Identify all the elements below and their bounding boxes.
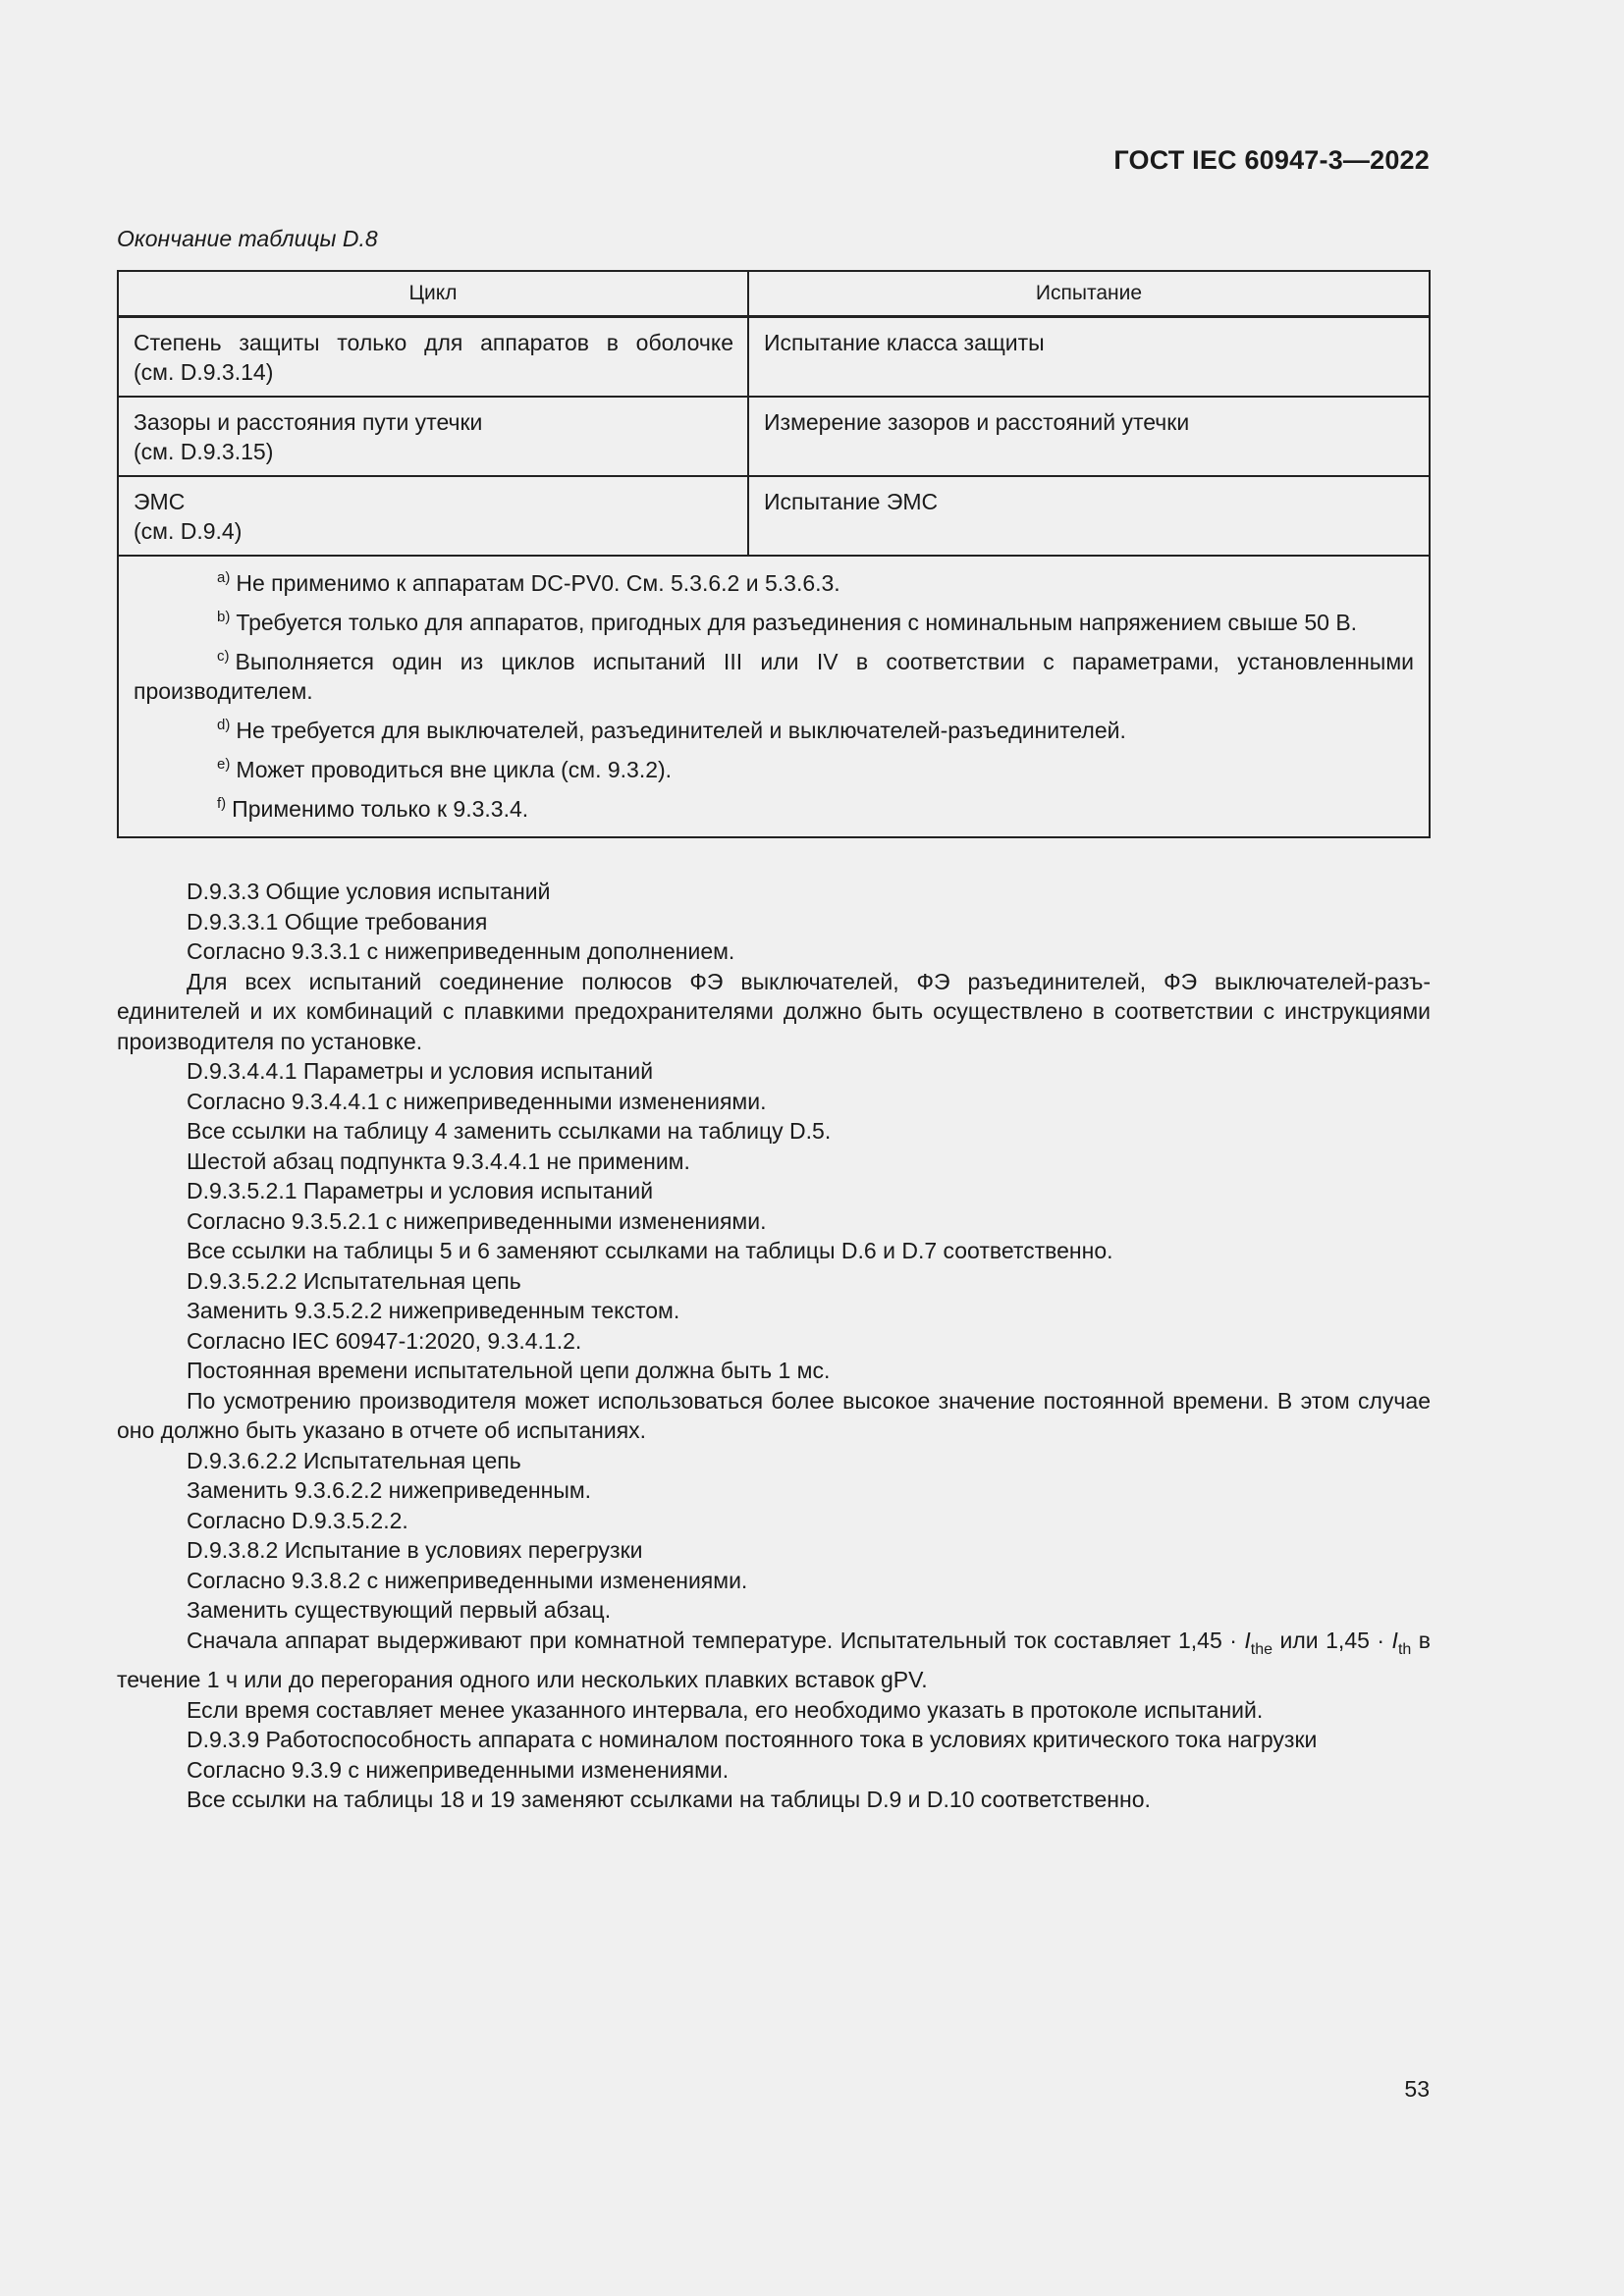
footnote [134, 711, 1414, 745]
footnote-text: Не требуется для выключателей, разъединителей и выключателей-разъединителей. [236, 718, 1126, 743]
paragraph: Все ссылки на таблицы 18 и 19 заменяют ссылками на таблицы D.9 и D.10 соответственно. [187, 1787, 1151, 1812]
footnote-mark: b) [217, 609, 231, 625]
paragraph: По усмотрению производителя может использоваться более высокое значение постоянной времени. В этом случае оно должно быть указано в отчете об испытаниях. [117, 1387, 1431, 1443]
text-run: в течение 1 ч или до перегорания одного или нескольких плавких вставок gPV. [117, 1627, 1431, 1692]
paragraph: Согласно IEC 60947-1:2020, 9.3.4.1.2. [187, 1327, 582, 1354]
paragraph: Согласно 9.3.9 с нижеприведенными изменениями. [187, 1756, 730, 1783]
symbol-current: I [1391, 1627, 1398, 1653]
table-row [118, 317, 1430, 398]
cycle-text: Степень защиты только для аппаратов в оболочке [134, 330, 733, 355]
table-row [118, 397, 1430, 476]
table-header-row [118, 271, 1430, 317]
body-text [117, 877, 1431, 1815]
paragraph: Заменить 9.3.5.2.2 нижеприведенным текстом. [187, 1298, 680, 1323]
column-header-cycle: Цикл [118, 271, 748, 317]
table-footnotes [118, 556, 1430, 837]
page-number: 53 [1404, 2076, 1430, 2102]
paragraph: Заменить существующий первый абзац. [187, 1597, 612, 1623]
test-cycle-table [117, 270, 1431, 838]
paragraph: Если время составляет менее указанного интервала, его необходимо указать в протоколе испытаний. [187, 1696, 1264, 1723]
symbol-current: I [1244, 1627, 1251, 1653]
paragraph: Согласно 9.3.5.2.1 с нижеприведенными изменениями. [187, 1207, 767, 1234]
footnote-text: Может проводиться вне цикла (см. 9.3.2). [236, 757, 673, 782]
test-cell: Испытание ЭМС [748, 476, 1430, 556]
table-row [118, 476, 1430, 556]
cycle-cell [118, 317, 748, 398]
document-code-header: ГОСТ IEC 60947-3—2022 [1113, 145, 1430, 175]
paragraph: Согласно D.9.3.5.2.2. [187, 1507, 408, 1533]
paragraph: Постоянная времени испытательной цепи должна быть 1 мс. [187, 1358, 831, 1383]
section-heading: D.9.3.9 Работоспособность аппарата с номиналом постоянного тока в условиях критического тока нагрузки [187, 1727, 1318, 1752]
footnote-text: Не применимо к аппаратам DC-PV0. См. 5.3.6.2 и 5.3.6.3. [236, 570, 840, 596]
cycle-cell [118, 476, 748, 556]
cycle-text: Зазоры и расстояния пути утечки [134, 409, 483, 435]
subscript: th [1397, 1640, 1412, 1658]
text-run: или 1,45 · [1272, 1627, 1392, 1653]
paragraph: Согласно 9.3.8.2 с нижеприведенными изменениями. [187, 1567, 748, 1593]
footnote [134, 603, 1414, 637]
paragraph-overload-current [117, 1626, 1431, 1695]
footnote [134, 563, 1414, 598]
table-notes-row [118, 556, 1430, 837]
footnote-text: Применимо только к 9.3.3.4. [232, 796, 529, 822]
test-cell: Измерение зазоров и расстояний утечки [748, 397, 1430, 476]
footnote-text: Требуется только для аппаратов, пригодных для разъединения с номинальным напряжением свыше 50 В. [236, 610, 1358, 635]
cycle-cell [118, 397, 748, 476]
section-heading: D.9.3.8.2 Испытание в условиях перегрузки [187, 1537, 643, 1563]
footnote-mark: a) [217, 569, 231, 586]
footnote [134, 750, 1414, 784]
paragraph: Согласно 9.3.4.4.1 с нижеприведенными изменениями. [187, 1088, 767, 1114]
section-heading: D.9.3.4.4.1 Параметры и условия испытаний [187, 1058, 654, 1084]
cycle-reference: (см. D.9.3.15) [134, 439, 274, 464]
cycle-reference: (см. D.9.3.14) [134, 359, 274, 385]
paragraph: Все ссылки на таблицу 4 заменить ссылками на таблицу D.5. [187, 1118, 832, 1144]
subscript: the [1250, 1640, 1273, 1658]
footnote-mark: d) [217, 717, 231, 733]
section-heading: D.9.3.3 Общие условия испытаний [187, 879, 551, 904]
section-heading: D.9.3.5.2.1 Параметры и условия испытаний [187, 1178, 654, 1203]
footnote-mark: f) [217, 795, 227, 812]
paragraph: Согласно 9.3.3.1 с нижеприведенным дополнением. [187, 938, 735, 964]
column-header-test: Испытание [748, 271, 1430, 317]
footnote [134, 642, 1414, 706]
paragraph: Шестой абзац подпункта 9.3.4.4.1 не применим. [187, 1148, 690, 1174]
paragraph: Заменить 9.3.6.2.2 нижеприведенным. [187, 1477, 592, 1503]
paragraph: Все ссылки на таблицы 5 и 6 заменяют ссылками на таблицы D.6 и D.7 соответственно. [187, 1238, 1113, 1263]
cycle-reference: (см. D.9.4) [134, 518, 243, 544]
table-caption: Окончание таблицы D.8 [117, 226, 378, 251]
footnote-text: Выполняется один из циклов испытаний III или IV в соответствии с параметрами, установленными производителем. [134, 649, 1414, 704]
test-cell: Испытание класса защиты [748, 317, 1430, 398]
text-run: Сначала аппарат выдерживают при комнатной температуре. Испытательный ток составляет 1,45 · [187, 1627, 1245, 1653]
footnote-mark: e) [217, 756, 231, 773]
section-heading: D.9.3.3.1 Общие требования [187, 908, 488, 934]
section-heading: D.9.3.6.2.2 Испытательная цепь [187, 1447, 521, 1473]
section-heading: D.9.3.5.2.2 Испытательная цепь [187, 1267, 521, 1294]
cycle-text: ЭМС [134, 489, 186, 514]
footnote-mark: c) [217, 648, 230, 665]
footnote [134, 789, 1414, 824]
paragraph: Для всех испытаний соединение полюсов ФЭ выключателей, ФЭ разъединителей, ФЭ выключателей-разъединителей и их комбинаций с плавкими предохранителями должно быть осуществлено в соответствии с инструкциями производителя по установке. [117, 968, 1431, 1054]
